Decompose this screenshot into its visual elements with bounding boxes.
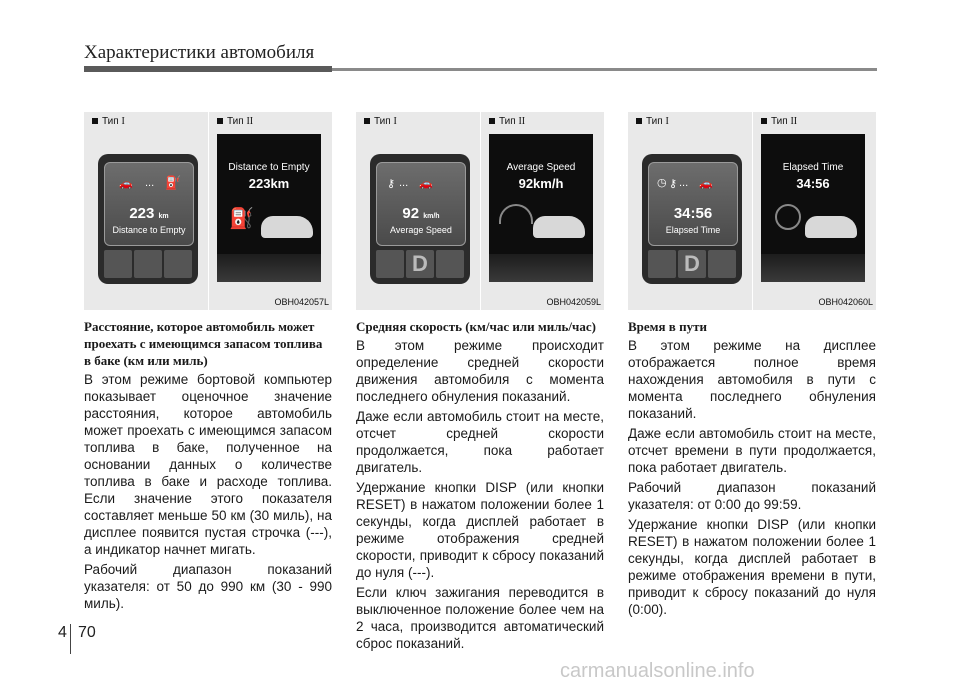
watermark: carmanualsonline.info bbox=[560, 660, 755, 682]
cluster-type1 bbox=[370, 154, 470, 284]
paragraph: Если ключ зажигания переводится в выключенное положение более чем на 2 часа, производится автоматический сброс показаний. bbox=[356, 585, 604, 651]
cluster-title: Average Speed bbox=[506, 162, 576, 173]
cluster-value: 92 bbox=[402, 205, 420, 222]
page-number: 70 bbox=[78, 624, 96, 641]
bullet-square-icon bbox=[761, 118, 767, 124]
cluster-type1 bbox=[98, 154, 198, 284]
gear-indicator: D bbox=[684, 251, 700, 276]
cluster-type2 bbox=[761, 134, 865, 282]
footer-divider bbox=[70, 624, 71, 654]
cluster-unit: km bbox=[158, 213, 169, 220]
paragraph: Рабочий диапазон показаний указателя: от 0:00 до 99:59. bbox=[628, 480, 876, 512]
cluster-caption: Average Speed bbox=[390, 225, 452, 235]
figure-distance-to-empty bbox=[84, 112, 332, 310]
car-icon: 🚗 bbox=[419, 178, 433, 190]
type-roman: I bbox=[665, 116, 669, 127]
page-header-title: Характеристики автомобиля bbox=[84, 42, 315, 63]
paragraph: Рабочий диапазон показаний указателя: от 50 до 990 км (30 - 990 миль). bbox=[84, 562, 332, 611]
car-image bbox=[533, 216, 585, 238]
type-label: Тип bbox=[227, 116, 244, 127]
cluster-dots: ... bbox=[145, 177, 155, 189]
bullet-square-icon bbox=[217, 118, 223, 124]
bullet-square-icon bbox=[92, 118, 98, 124]
cluster-type1 bbox=[642, 154, 742, 284]
type-label: Тип bbox=[102, 116, 119, 127]
clock-icon bbox=[775, 204, 801, 230]
speedometer-icon bbox=[499, 204, 533, 224]
paragraph: Удержание кнопки DISP (или кнопки RESET) в нажатом положении более 1 секунды, когда дисплей работает в режиме отображения средней скорости, приводит к сбросу показаний до нуля (---). bbox=[356, 480, 604, 580]
cluster-buttons bbox=[104, 250, 192, 278]
column-elapsed-time bbox=[628, 318, 876, 621]
car-image bbox=[261, 216, 313, 238]
key-icon: ⚷ bbox=[669, 178, 678, 190]
column-distance-to-empty bbox=[84, 318, 332, 615]
type-label: Тип bbox=[771, 116, 788, 127]
paragraph: Даже если автомобиль стоит на месте, отсчет средней скорости продолжается, пока работает двигатель. bbox=[356, 409, 604, 475]
paragraph: Даже если автомобиль стоит на месте, отсчет времени в пути продолжается, пока работает двигатель. bbox=[628, 426, 876, 475]
clock-icon: ◷ bbox=[657, 177, 667, 189]
type-roman: II bbox=[246, 116, 254, 127]
gear-indicator: D bbox=[412, 251, 428, 276]
cluster-title: Elapsed Time bbox=[782, 162, 844, 173]
cluster-value: 92km/h bbox=[518, 176, 564, 191]
figure-code: OBH042059L bbox=[546, 297, 601, 307]
cluster-value: 223 bbox=[129, 205, 155, 222]
bullet-square-icon bbox=[489, 118, 495, 124]
fuel-pump-icon: ⛽ bbox=[165, 175, 182, 190]
figure-average-speed bbox=[356, 112, 604, 310]
cluster-screen bbox=[648, 162, 738, 246]
paragraph: В этом режиме на дисплее отображается полное время нахождения автомобиля в пути с момента последнего обнуления показаний. bbox=[628, 338, 876, 421]
cluster-dots: ... bbox=[679, 177, 689, 189]
cluster-caption: Distance to Empty bbox=[112, 225, 186, 235]
type-label: Тип bbox=[374, 116, 391, 127]
type-label: Тип bbox=[499, 116, 516, 127]
paragraph: Удержание кнопки DISP (или кнопки RESET) в нажатом положении более 1 секунды, когда дисплей работает в режиме отображения времени в пути, приводит к сбросу показаний до нуля (0:00). bbox=[628, 517, 876, 617]
type-roman: I bbox=[393, 116, 397, 127]
cluster-title: Distance to Empty bbox=[228, 162, 310, 173]
cluster-value: 34:56 bbox=[673, 205, 713, 222]
cluster-type2 bbox=[489, 134, 593, 282]
cluster-value: 223km bbox=[248, 176, 290, 191]
cluster-value: 34:56 bbox=[796, 176, 830, 191]
section-heading: Расстояние, которое автомобиль может проехать с имеющимся запасом топлива в баке (км или миль) bbox=[84, 319, 323, 368]
cluster-type2 bbox=[217, 134, 321, 282]
column-average-speed bbox=[356, 318, 604, 655]
cluster-screen bbox=[376, 162, 466, 246]
figure-code: OBH042057L bbox=[274, 297, 329, 307]
car-icon: 🚗 bbox=[699, 178, 713, 190]
header-rule-accent bbox=[84, 66, 332, 72]
cluster-dots: ... bbox=[399, 177, 409, 189]
paragraph: В этом режиме происходит определение средней скорости движения автомобиля с момента последнего обнуления показаний. bbox=[356, 338, 604, 404]
bullet-square-icon bbox=[636, 118, 642, 124]
paragraph: В этом режиме бортовой компьютер показывает оценочное значение расстояния, которое автомобиль может проехать с имеющимся запасом топлива в баке, полученное на основании данных о количестве топлива в баке и расходе топлива. Если значение этого показателя составляет меньше 50 км (30 миль), на дисплее появится пустая строчка (---), а индикатор начнет мигать. bbox=[84, 372, 332, 557]
cluster-unit: km/h bbox=[423, 213, 440, 220]
figure-elapsed-time bbox=[628, 112, 876, 310]
type-roman: II bbox=[790, 116, 798, 127]
type-label: Тип bbox=[646, 116, 663, 127]
cluster-caption: Elapsed Time bbox=[665, 225, 721, 235]
figure-code: OBH042060L bbox=[818, 297, 873, 307]
cluster-screen bbox=[104, 162, 194, 246]
key-icon: ⚷ bbox=[387, 178, 396, 190]
section-heading: Средняя скорость (км/час или миль/час) bbox=[356, 319, 596, 334]
car-image bbox=[805, 216, 857, 238]
section-heading: Время в пути bbox=[628, 319, 707, 334]
section-number: 4 bbox=[58, 624, 67, 641]
type-roman: II bbox=[518, 116, 526, 127]
fuel-pump-icon: ⛽ bbox=[229, 208, 254, 230]
type-roman: I bbox=[121, 116, 125, 127]
bullet-square-icon bbox=[364, 118, 370, 124]
car-icon: 🚗 bbox=[119, 178, 133, 190]
